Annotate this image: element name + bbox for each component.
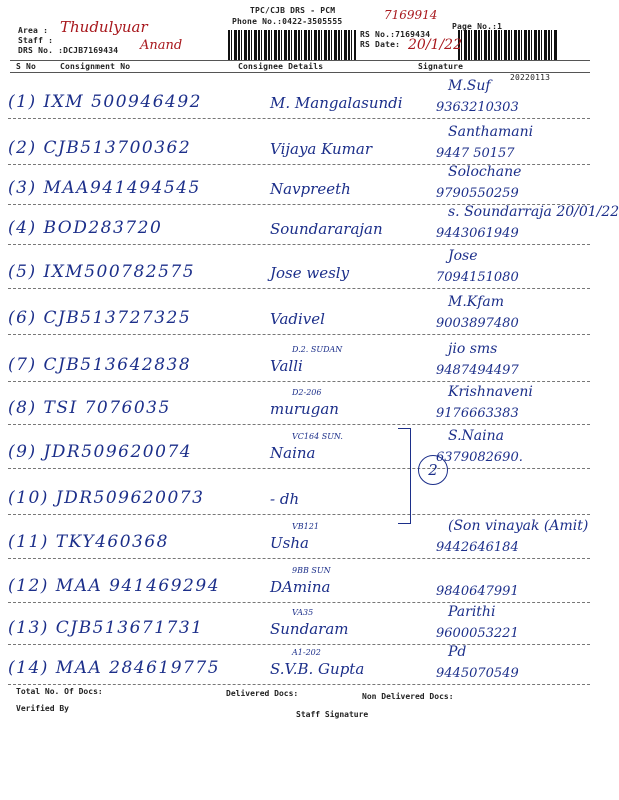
group-mark: 2	[418, 455, 448, 485]
consignment-number: (1) IXM 500946492	[8, 92, 202, 112]
date-stamp: 20220113	[510, 73, 551, 82]
address-note: D.2. SUDAN	[292, 345, 343, 354]
receiver-signature: Pd	[448, 644, 467, 660]
rs-number: RS No.:7169434	[360, 30, 431, 39]
consignee-name: Jose wesly	[270, 264, 350, 282]
header-divider-bottom	[10, 72, 590, 73]
consignee-name: Valli	[270, 357, 303, 375]
rs-handwritten-number: 7169914	[384, 8, 438, 22]
group-bracket	[398, 428, 411, 524]
rs-date-value: 20/1/22	[408, 37, 462, 53]
row-divider	[8, 602, 590, 603]
receiver-signature: jio sms	[448, 341, 498, 357]
page-number: Page No.:1	[452, 22, 503, 31]
phone-number: Phone No.:0422-3505555	[232, 17, 343, 26]
consignment-number: (10) JDR509620073	[8, 488, 205, 508]
consignee-name: - dh	[270, 490, 300, 508]
address-note: VA35	[292, 608, 314, 617]
consignee-phone: 9600053221	[436, 626, 519, 641]
consignee-name: Navpreeth	[270, 180, 351, 198]
consignee-name: Vadivel	[270, 310, 325, 328]
receiver-signature: (Son vinayak (Amit)	[448, 518, 589, 534]
address-note: A1-202	[292, 648, 321, 657]
consignment-number: (5) IXM500782575	[8, 262, 196, 282]
row-divider	[8, 424, 590, 425]
consignment-number: (8) TSI 7076035	[8, 398, 171, 418]
row-divider	[8, 288, 590, 289]
row-divider	[8, 334, 590, 335]
area-value: Thudulyuar	[60, 18, 148, 36]
consignment-number: (13) CJB513671731	[8, 618, 204, 638]
consignee-phone: 9445070549	[436, 666, 519, 681]
consignee-phone: 9003897480	[436, 316, 519, 331]
consignment-number: (7) CJB513642838	[8, 355, 192, 375]
receiver-signature: M.Suf	[448, 78, 491, 94]
address-note: VC164 SUN.	[292, 432, 343, 441]
rs-date-label: RS Date:	[360, 40, 401, 49]
column-consignment: Consignment No	[60, 62, 131, 71]
column-sno: S No	[16, 62, 37, 71]
staff-signature-label: Staff Signature	[296, 710, 369, 719]
receiver-signature: Parithi	[448, 604, 496, 620]
address-note: 9BB SUN	[292, 566, 331, 575]
row-divider	[8, 468, 590, 469]
consignee-name: Sundaram	[270, 620, 349, 638]
staff-name: Anand	[140, 38, 183, 53]
row-divider	[8, 514, 590, 515]
consignee-phone: 9443061949	[436, 226, 519, 241]
consignee-phone: 9176663383	[436, 406, 519, 421]
consignee-phone: 9363210303	[436, 100, 519, 115]
consignee-phone: 9487494497	[436, 363, 519, 378]
consignment-number: (12) MAA 941469294	[8, 576, 221, 596]
consignee-name: S.V.B. Gupta	[270, 660, 365, 678]
row-divider	[8, 684, 590, 685]
receiver-signature: S.Naina	[448, 428, 504, 444]
column-signature: Signature	[418, 62, 464, 71]
consignment-number: (3) MAA941494545	[8, 178, 201, 198]
consignee-name: Vijaya Kumar	[270, 140, 373, 158]
consignment-number: (4) BOD283720	[8, 218, 163, 238]
consignee-phone: 9840647991	[436, 584, 519, 599]
consignee-phone: 9790550259	[436, 186, 519, 201]
consignee-name: murugan	[270, 400, 339, 418]
consignee-phone: 7094151080	[436, 270, 519, 285]
row-divider	[8, 381, 590, 382]
column-consignee: Consignee Details	[238, 62, 324, 71]
row-divider	[8, 118, 590, 119]
delivered-docs-label: Delivered Docs:	[226, 689, 299, 698]
consignee-name: M. Mangalasundi	[270, 94, 403, 112]
row-divider	[8, 644, 590, 645]
address-note: VB121	[292, 522, 319, 531]
header-divider-top	[10, 60, 590, 61]
verified-by-label: Verified By	[16, 704, 69, 713]
consignee-name: DAmina	[270, 578, 331, 596]
consignee-name: Naina	[270, 444, 316, 462]
report-title: TPC/CJB DRS - PCM	[250, 6, 336, 15]
receiver-signature: Santhamani	[448, 124, 534, 140]
barcode-drs	[228, 30, 356, 60]
address-note: D2-206	[292, 388, 322, 397]
barcode-rs	[458, 30, 558, 60]
consignee-name: Soundararajan	[270, 220, 383, 238]
consignee-name: Usha	[270, 534, 309, 552]
receiver-signature: Solochane	[448, 164, 522, 180]
non-delivered-docs-label: Non Delivered Docs:	[362, 692, 454, 701]
consignment-number: (11) TKY460368	[8, 532, 170, 552]
receiver-signature: Krishnaveni	[448, 384, 533, 400]
area-label: Area :	[18, 26, 49, 35]
drs-number: DRS No. :DCJB7169434	[18, 46, 119, 55]
consignment-number: (9) JDR509620074	[8, 442, 193, 462]
consignee-phone: 9442646184	[436, 540, 519, 555]
consignee-phone: 9447 50157	[436, 146, 515, 161]
consignment-number: (14) MAA 284619775	[8, 658, 221, 678]
receiver-signature: s. Soundarraja 20/01/22	[448, 204, 619, 220]
row-divider	[8, 244, 590, 245]
row-divider	[8, 558, 590, 559]
receiver-signature: Jose	[448, 248, 478, 264]
consignment-number: (2) CJB513700362	[8, 138, 192, 158]
total-docs-label: Total No. Of Docs:	[16, 687, 103, 696]
consignee-phone: 6379082690.	[436, 450, 523, 465]
receiver-signature: M.Kfam	[448, 294, 505, 310]
staff-label: Staff :	[18, 36, 54, 45]
consignment-number: (6) CJB513727325	[8, 308, 192, 328]
